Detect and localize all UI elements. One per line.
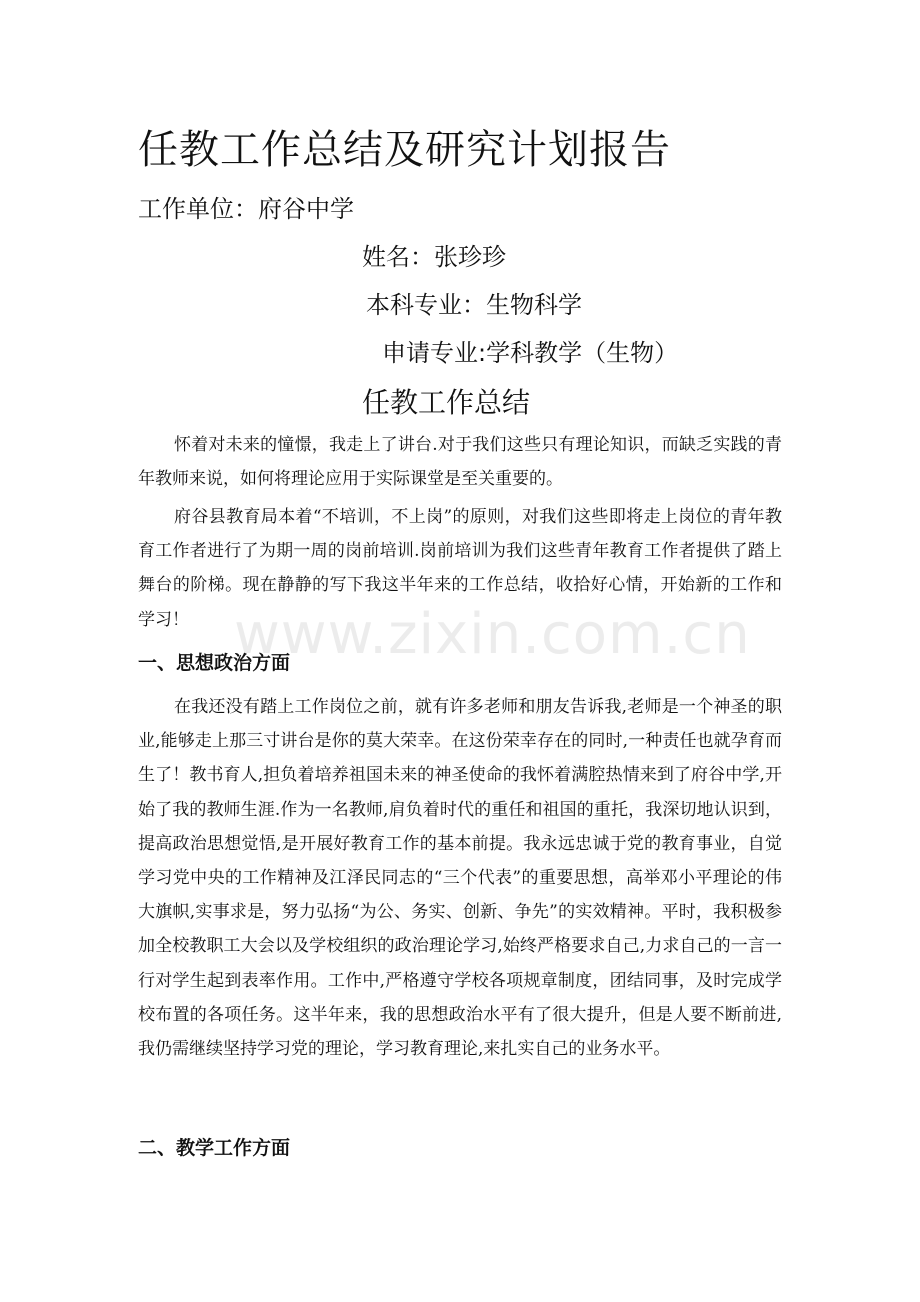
heading-political: 一、思想政治方面	[138, 652, 291, 674]
paragraph-training: 府谷县教育局本着“不培训，不上岗”的原则，对我们这些即将走上岗位的青年教育工作者进行了为期一周的岗前培训.岗前培训为我们这些青年教育工作者提供了踏上舞台的阶梯。现在静静的写下我这半年来的工作总结，收拾好心情，开始新的工作和学习！	[138, 507, 782, 630]
work-unit: 工作单位：府谷中学	[138, 195, 354, 223]
author-name: 姓名：张珍珍	[362, 243, 506, 271]
watermark: www.zixin.com.cn	[234, 602, 751, 667]
paragraph-political: 在我还没有踏上工作岗位之前，就有许多老师和朋友告诉我,老师是一个神圣的职业,能够走上那三寸讲台是你的莫大荣幸。在这份荣幸存在的同时,一种责任也就孕育而生了！教书育人,担负着培养祖国未来的神圣使命的我怀着满腔热情来到了府谷中学,开始了我的教师生涯.作为一名教师,肩负着时代的重任和祖国的重托，我深切地认识到，提高政治思想觉悟,是开展好教育工作的基本前提。我永远忠诚于党的教育事业，自觉学习党中央的工作精神及江泽民同志的“三个代表”的重要思想，高举邓小平理论的伟大旗帜,实事求是，努力弘扬“为公、务实、创新、争先”的实效精神。平时，我积极参加全校教职工大会以及学校组织的政治理论学习,始终严格要求自己,力求自己的一言一行对学生起到表率作用。工作中,严格遵守学校各项规章制度，团结同事，及时完成学校布置的各项任务。这半年来，我的思想政治水平有了很大提升，但是人要不断前进,我仍需继续坚持学习党的理论，学习教育理论,来扎实自己的业务水平。	[138, 697, 782, 1060]
document-title: 任教工作总结及研究计划报告	[138, 127, 671, 173]
heading-teaching: 二、教学工作方面	[138, 1137, 291, 1159]
undergrad-major: 本科专业：生物科学	[366, 291, 582, 319]
paragraph-intro: 怀着对未来的憧憬，我走上了讲台.对于我们这些只有理论知识，而缺乏实践的青年教师来说，如何将理论应用于实际课堂是至关重要的。	[138, 435, 782, 490]
applied-major: 申请专业:学科教学（生物）	[382, 339, 679, 367]
section-title: 任教工作总结	[362, 386, 531, 419]
